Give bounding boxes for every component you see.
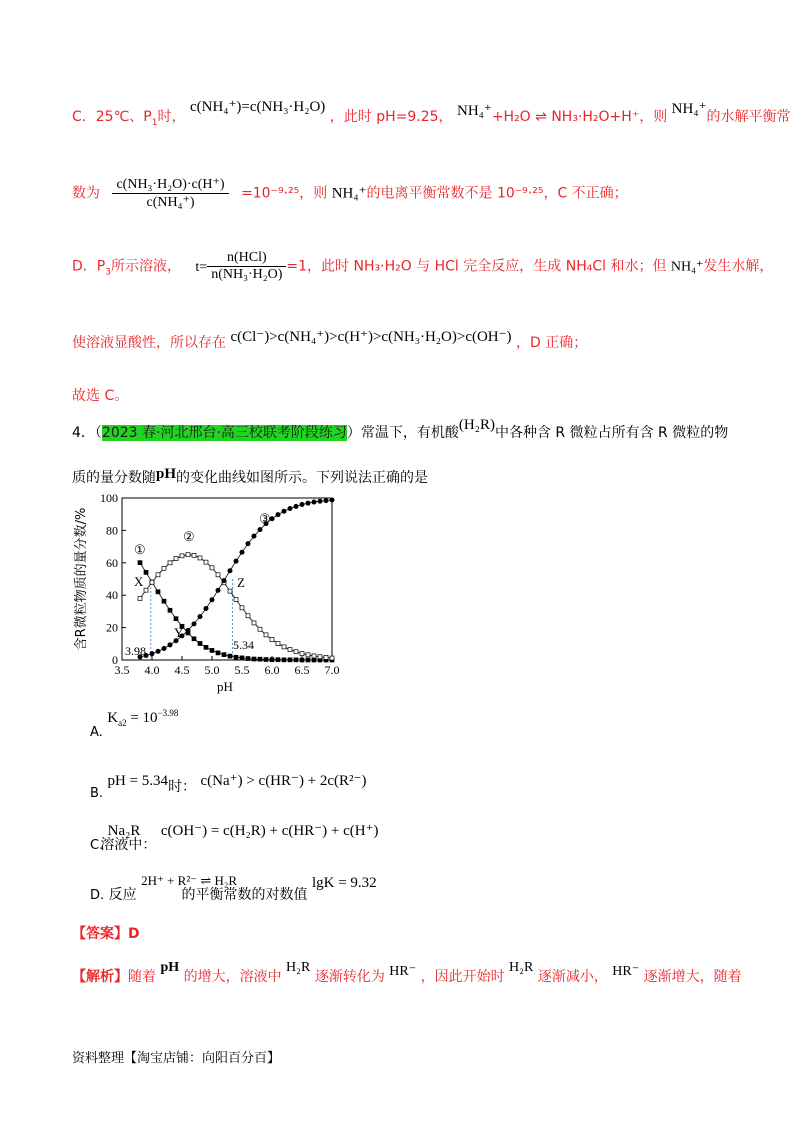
c-lead: C．25℃、P — [72, 109, 152, 125]
q4-line2b: 的变化曲线如图所示。下列说法正确的是 — [176, 470, 429, 486]
option-d-mid: 的平衡常数的对数值 — [181, 887, 308, 903]
k-value: =10⁻⁹·²⁵，则 — [241, 185, 328, 202]
series-1-point-1 — [144, 570, 148, 574]
series-1-point-4 — [162, 599, 166, 603]
series-1-point-14 — [222, 653, 226, 657]
k-nh4: NH₄⁺ — [331, 185, 367, 202]
option-b-lead: pH = 5.34 — [107, 773, 169, 789]
y-tick-label-2: 40 — [106, 588, 118, 603]
series-1-point-17 — [240, 656, 244, 660]
ka-eq: = 10 — [126, 710, 158, 726]
series-1-point-6 — [174, 617, 178, 621]
annotation-534: 5.34 — [233, 638, 254, 652]
option-c-mid: 溶液中： — [100, 837, 157, 853]
option-a-expr — [107, 710, 178, 726]
series-1-point-19 — [252, 657, 256, 661]
series-2-point-19 — [252, 621, 256, 625]
option-c-expr: c(OH⁻) = c(H₂R) + c(HR⁻) + c(H⁺) — [160, 823, 379, 839]
analysis-label: 【解析】 — [72, 969, 128, 985]
series-3-point-8 — [186, 628, 190, 632]
series-3-point-26 — [294, 504, 298, 508]
q4-after-source: ）常温下，有机酸 — [346, 425, 459, 441]
annotation-398: 3.98 — [125, 644, 146, 658]
d-tail2: 发生水解， — [703, 258, 774, 275]
t-label: t= — [195, 259, 208, 275]
answer-label: 【答案】D — [72, 926, 140, 942]
series-1-point-16 — [234, 655, 238, 659]
point-label-x: X — [134, 574, 144, 589]
series-2-point-27 — [300, 652, 304, 656]
series-3-point-27 — [300, 502, 304, 506]
k-fraction — [112, 176, 228, 211]
series-3-point-17 — [240, 550, 244, 554]
option-b-expr: c(Na⁺) > c(HR⁻) + 2c(R²⁻) — [200, 773, 367, 789]
series-2-point-29 — [312, 654, 316, 658]
analysis-t6: 逐渐增大，随着 — [643, 969, 742, 985]
analysis-line — [72, 960, 742, 986]
series-1-point-10 — [198, 641, 202, 645]
series-2-point-13 — [216, 573, 220, 577]
option-d-expr: 2H⁺ + R²⁻ ⇌ H₂R — [141, 873, 238, 888]
series-3-point-14 — [222, 578, 226, 582]
d-lead-sub: 3 — [105, 267, 111, 278]
d-line2-lead: 使溶液显酸性，所以存在 — [72, 335, 226, 351]
analysis-ph: pH — [160, 960, 180, 975]
y-tick-label-0: 0 — [112, 653, 118, 667]
series-2-point-18 — [246, 614, 250, 618]
ka-exp: −3.98 — [157, 708, 179, 718]
series-2-point-30 — [318, 655, 322, 659]
series-3-point-4 — [162, 646, 166, 650]
series-2-point-4 — [162, 566, 166, 570]
choose-c: 故选 C。 — [72, 388, 129, 404]
option-c-line2 — [72, 176, 628, 211]
series-2-point-12 — [210, 566, 214, 570]
q4-acid: (H₂R) — [458, 417, 495, 433]
q4-line2 — [72, 467, 428, 487]
analysis-t4: ，因此开始时 — [420, 969, 505, 985]
x-tick-label-5: 6.0 — [264, 663, 280, 677]
series-1-point-12 — [210, 648, 214, 652]
curve-label-2: ② — [183, 529, 195, 544]
t-denominator: n(NH₃·H₂O) — [211, 267, 283, 282]
series-3-point-12 — [210, 598, 214, 602]
series-2-point-20 — [258, 627, 262, 631]
series-1-point-26 — [294, 658, 298, 662]
ka-sub: a2 — [118, 718, 127, 728]
series-1-point-21 — [264, 658, 268, 662]
analysis-t1: 随着 — [128, 969, 156, 985]
series-3-point-25 — [288, 506, 292, 510]
c-nh4-a: NH₄⁺ — [457, 103, 492, 119]
series-2-point-32 — [330, 656, 334, 660]
series-2-point-16 — [234, 598, 238, 602]
analysis-t2: 的增大，溶液中 — [183, 969, 282, 985]
d-order: c(Cl⁻)>c(NH₄⁺)>c(H⁺)>c(NH₃·H₂O)>c(OH⁻) — [230, 329, 512, 345]
series-2-point-26 — [294, 650, 298, 654]
option-c — [90, 820, 379, 853]
series-1-point-13 — [216, 651, 220, 655]
y-tick-label-3: 60 — [106, 555, 118, 570]
series-2-point-21 — [264, 633, 268, 637]
series-2-point-6 — [174, 557, 178, 561]
series-2-point-2 — [150, 580, 154, 584]
series-1-point-18 — [246, 657, 250, 661]
c-line2-lead: 数为 — [72, 185, 100, 202]
series-2-point-17 — [240, 606, 244, 610]
analysis-t5: 逐渐减小， — [537, 969, 608, 985]
series-1-point-22 — [270, 658, 274, 662]
analysis-hr2: HR⁻ — [612, 964, 640, 979]
x-tick-label-7: 7.0 — [324, 663, 340, 677]
series-3-point-29 — [312, 500, 316, 504]
series-1-point-9 — [192, 637, 196, 641]
x-tick-label-1: 4.0 — [144, 663, 160, 677]
option-d-label: D. — [90, 888, 105, 903]
series-3-point-31 — [324, 498, 328, 502]
ka-symbol: K — [107, 710, 119, 726]
d-lead-tail: 所示溶液， — [110, 258, 181, 275]
analysis-hr: HR⁻ — [389, 964, 417, 979]
series-1-point-29 — [312, 658, 316, 662]
option-d-val: lgK = 9.32 — [311, 875, 377, 891]
q4-source-tag[interactable]: 2023 春·河北邢台·高三校联考阶段练习 — [101, 425, 347, 441]
c-mid: ，此时 pH=9.25， — [329, 109, 453, 125]
series-3-point-24 — [282, 509, 286, 513]
option-b — [90, 770, 367, 801]
t-fraction — [207, 250, 286, 283]
series-2-point-24 — [282, 645, 286, 649]
series-3-point-20 — [258, 527, 262, 531]
series-2-point-28 — [306, 653, 310, 657]
series-2-point-11 — [204, 560, 208, 564]
point-label-y: Y — [174, 625, 184, 640]
series-3-point-5 — [168, 643, 172, 647]
series-2-point-3 — [156, 573, 160, 577]
option-d-line2 — [72, 329, 588, 352]
y-axis-label: 含R微粒物质的量分数/% — [74, 507, 89, 651]
series-3-point-16 — [234, 559, 238, 563]
series-2-point-15 — [228, 589, 232, 593]
series-1-point-24 — [282, 658, 286, 662]
d-lead: D．P — [72, 258, 106, 275]
analysis-h2r: H₂R — [286, 960, 311, 975]
q4-ph: pH — [156, 466, 177, 482]
c-lead-sub: 1 — [151, 117, 158, 128]
series-2-point-25 — [288, 648, 292, 652]
option-a-label: A. — [90, 725, 103, 740]
series-2-point-22 — [270, 638, 274, 642]
series-2-point-0 — [138, 596, 142, 600]
series-3-point-18 — [246, 541, 250, 545]
series-1-point-23 — [276, 658, 280, 662]
c-tail: ，则 — [639, 109, 668, 125]
d-nh4: NH₄⁺ — [670, 259, 704, 275]
series-3-point-30 — [318, 499, 322, 503]
series-1-point-27 — [300, 658, 304, 662]
series-3-point-28 — [306, 501, 310, 505]
x-tick-label-6: 6.5 — [294, 663, 310, 677]
series-3 — [138, 498, 334, 659]
series-3-point-3 — [156, 649, 160, 653]
option-b-label: B. — [90, 786, 104, 801]
c-tail2: 的水解平衡常 — [706, 109, 791, 125]
footer-note: 资料整理【淘宝店铺：向阳百分百】 — [72, 1051, 281, 1066]
series-2-point-5 — [168, 561, 172, 565]
option-c-line1: C．25℃、$P_1$时， c(NH₄⁺)=c(NH₃·H₂O) ，此时 pH=9.25， NH₄⁺+H₂O ⇌ NH₃·H₂O+H⁺，则 NH₄⁺的水解平衡常 — [72, 99, 791, 128]
series-3-point-23 — [276, 512, 280, 516]
series-2-point-1 — [144, 588, 148, 592]
x-axis-label: pH — [217, 679, 233, 694]
x-tick-label-4: 5.5 — [234, 663, 250, 677]
series-1-point-0 — [138, 561, 142, 565]
series-2-point-7 — [180, 554, 184, 558]
t-numerator: n(HCl) — [207, 250, 286, 267]
q4-num: 4．（ — [72, 425, 102, 441]
series-3-point-19 — [252, 534, 256, 538]
series-1-point-11 — [204, 645, 208, 649]
k-denominator: c(NH₄⁺) — [146, 195, 195, 210]
curve-label-1: ① — [134, 542, 146, 557]
series-2-point-10 — [198, 556, 202, 560]
x-tick-label-3: 5.0 — [204, 663, 220, 677]
series-3-point-15 — [228, 569, 232, 573]
series-3-point-13 — [216, 588, 220, 592]
k-tail: 的电离平衡常数不是 10⁻⁹·²⁵，C 不正确； — [366, 185, 628, 202]
option-c-lead: Na₂R — [107, 823, 141, 839]
q4-line1 — [72, 417, 729, 442]
plot-frame — [122, 498, 332, 660]
y-tick-label-4: 80 — [106, 523, 118, 538]
c-nh4-b: NH₄⁺ — [671, 101, 707, 117]
series-2-point-23 — [276, 642, 280, 646]
option-a — [90, 708, 179, 742]
fraction-ph-chart — [72, 490, 352, 700]
series-3-point-9 — [192, 622, 196, 626]
series-1-point-25 — [288, 658, 292, 662]
series-3-point-11 — [204, 606, 208, 610]
option-b-shi: 时： — [168, 779, 197, 795]
x-tick-label-0: 3.5 — [114, 663, 130, 677]
series-1-point-5 — [168, 608, 172, 612]
option-c-label: C. — [90, 838, 104, 853]
option-d — [90, 870, 377, 903]
y-tick-label-5: 100 — [100, 491, 118, 505]
series-1-point-3 — [156, 590, 160, 594]
series-1-point-20 — [258, 657, 262, 661]
series-1-point-28 — [306, 658, 310, 662]
option-d-lead: 反应 — [108, 887, 137, 903]
y-tick-label-1: 20 — [106, 620, 118, 635]
q4-line2a: 质的量分数随 — [72, 470, 156, 486]
series-3-point-2 — [150, 651, 154, 655]
series-2-point-9 — [192, 553, 196, 557]
analysis-h2r2: H₂R — [509, 960, 534, 975]
c-eq-conc: c(NH₄⁺)=c(NH₃·H₂O) — [189, 99, 326, 115]
c-lead-tail: 时， — [157, 109, 186, 125]
d-line2-tail: ，D 正确； — [516, 335, 588, 351]
curve-label-3: ③ — [259, 511, 271, 526]
point-label-z: Z — [237, 575, 245, 590]
analysis-t3: 逐渐转化为 — [314, 969, 385, 985]
series-3-point-32 — [330, 498, 334, 502]
series-1-point-15 — [228, 654, 232, 658]
option-d-line1 — [72, 250, 773, 283]
series-2-point-8 — [186, 553, 190, 557]
q4-after-acid: 中各种含 R 微粒占所有含 R 微粒的物 — [494, 425, 729, 441]
series-3-line — [140, 500, 332, 657]
series-3-point-10 — [198, 614, 202, 618]
k-numerator: c(NH₃·H₂O)·c(H⁺) — [112, 176, 228, 194]
x-tick-label-2: 4.5 — [174, 663, 190, 677]
series-2-point-31 — [324, 655, 328, 659]
t-tail: =1，此时 NH₃·H₂O 与 HCl 完全反应，生成 NH₄Cl 和水；但 — [286, 258, 667, 275]
